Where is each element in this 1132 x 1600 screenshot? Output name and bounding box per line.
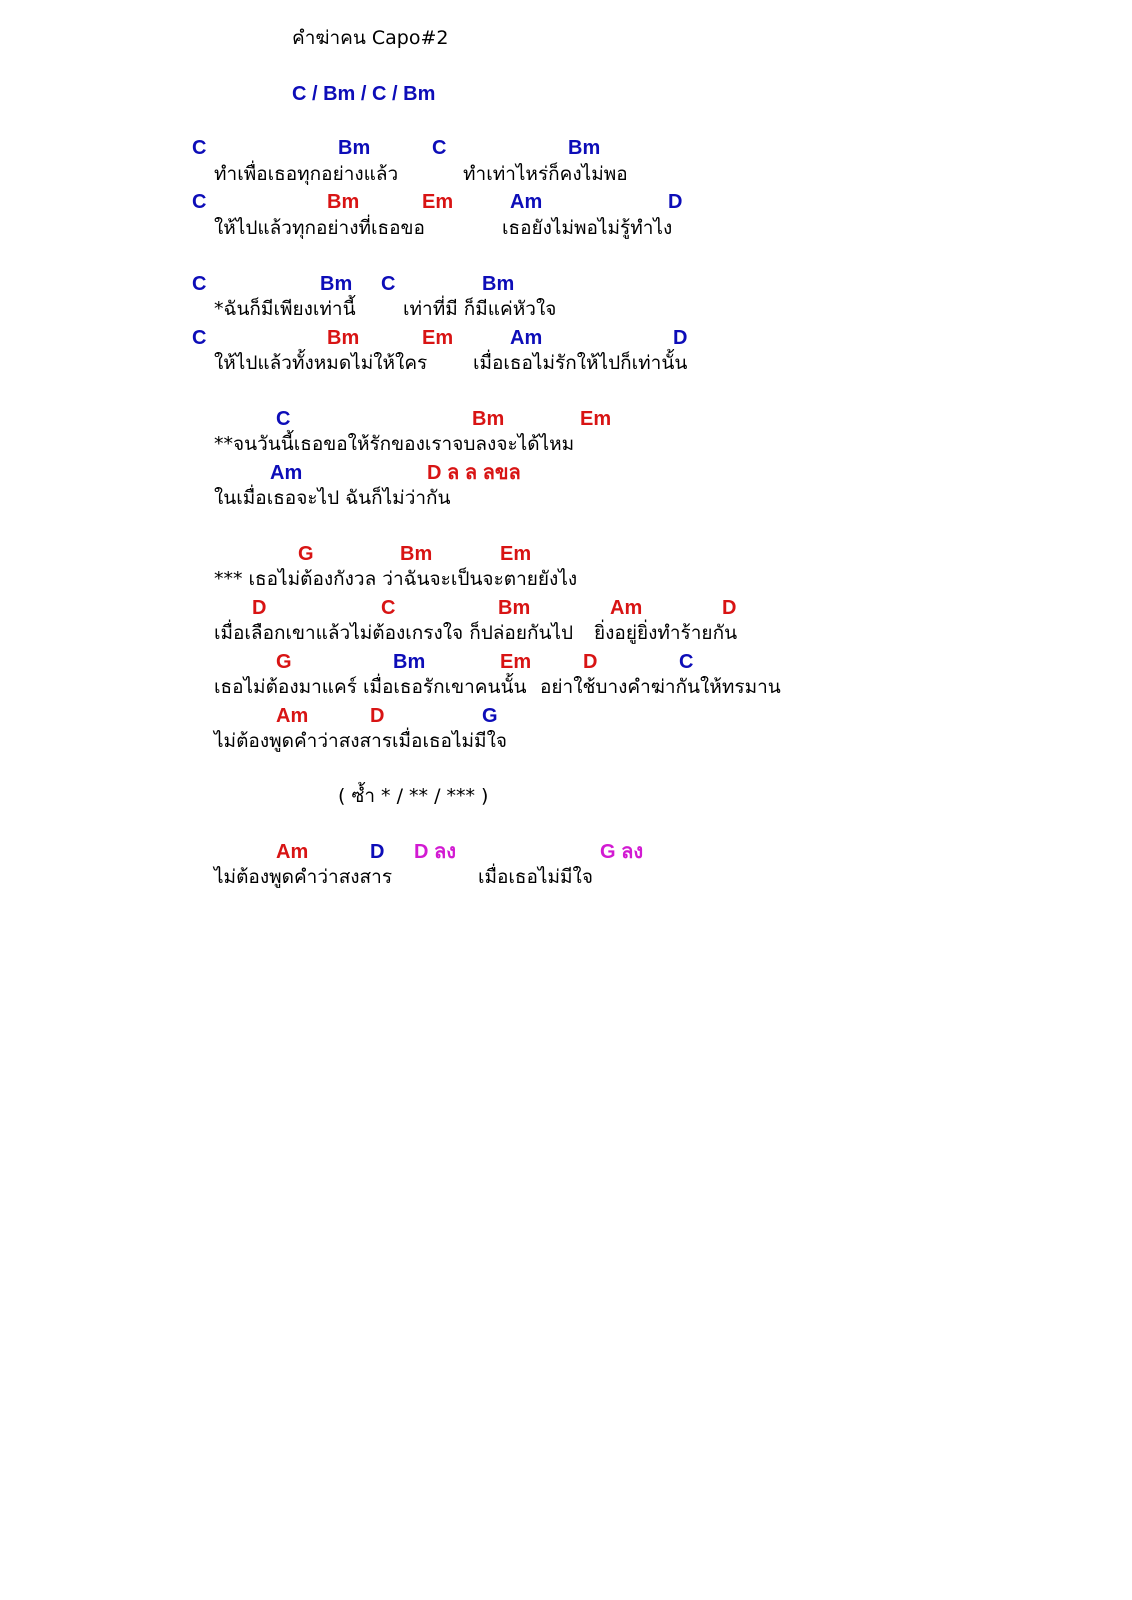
chord: Bm (393, 651, 426, 673)
lyric-line: ไม่ต้องพูดคำว่าสงสารเมื่อเธอไม่มีใจ (214, 730, 507, 752)
chord: C (276, 408, 291, 430)
chord: G ลง (600, 841, 644, 863)
lyric-line: เธอยังไม่พอไม่รู้ทำไง (502, 217, 673, 239)
chord: Am (276, 705, 309, 727)
chord: G (298, 543, 314, 565)
lyric-line: ในเมื่อเธอจะไป ฉันก็ไม่ว่ากัน (214, 487, 451, 509)
chord: Bm (327, 327, 360, 349)
chord: G (482, 705, 498, 727)
chord: D ลง (414, 841, 457, 863)
chord: C (192, 273, 207, 295)
chord: C (432, 137, 447, 159)
chord: Am (610, 597, 643, 619)
chord: C (192, 137, 207, 159)
chord: C (381, 597, 396, 619)
lyric-line: *ฉันก็มีเพียงเท่านี้ (214, 298, 356, 320)
chord: D (370, 705, 385, 727)
lyric-line: ทำเท่าไหร่ก็คงไม่พอ (463, 163, 628, 185)
chord: Bm (498, 597, 531, 619)
chord: D (722, 597, 737, 619)
lyric-line: ยิ่งอยู่ยิ่งทำร้ายกัน (594, 622, 738, 644)
chord: Bm (568, 137, 601, 159)
lyric-line: เมื่อเธอไม่มีใจ (478, 866, 593, 888)
intro-chords: C / Bm / C / Bm (292, 83, 436, 105)
lyric-line: เมื่อเลือกเขาแล้วไม่ต้องเกรงใจ ก็ปล่อยกันไป (214, 622, 574, 644)
chord: C (192, 327, 207, 349)
repeat-marker: ( ซ้ำ * / ** / *** ) (338, 785, 489, 807)
lyric-line: **จนวันนี้เธอขอให้รักของเราจบลงจะได้ไหม (214, 433, 575, 455)
chord: Em (422, 191, 454, 213)
lyric-line: ให้ไปแล้วทุกอย่างที่เธอขอ (214, 217, 425, 239)
chord: Em (580, 408, 612, 430)
chord: D (668, 191, 683, 213)
lyric-line: เมื่อเธอไม่รักให้ไปก็เท่านั้น (473, 352, 688, 374)
lyric-line: ไม่ต้องพูดคำว่าสงสาร (214, 866, 393, 888)
chord: C (381, 273, 396, 295)
lyric-line: เท่าที่มี ก็มีแค่หัวใจ (403, 298, 557, 320)
lyric-line: ให้ไปแล้วทั้งหมดไม่ให้ใคร (214, 352, 428, 374)
chord: Am (270, 462, 303, 484)
chord: Bm (482, 273, 515, 295)
chord: Em (422, 327, 454, 349)
chord: Am (276, 841, 309, 863)
lyric-line: *** เธอไม่ต้องกังวล ว่าฉันจะเป็นจะตายยังไง (214, 568, 578, 590)
chord: Em (500, 651, 532, 673)
chord: D (252, 597, 267, 619)
chord: G (276, 651, 292, 673)
chord: Bm (327, 191, 360, 213)
chord: Bm (400, 543, 433, 565)
chord: Bm (320, 273, 353, 295)
chord: D (583, 651, 598, 673)
chord: C (192, 191, 207, 213)
chord: D (370, 841, 385, 863)
chord: Bm (338, 137, 371, 159)
lyric-line: ทำเพื่อเธอทุกอย่างแล้ว (214, 163, 399, 185)
lyric-line: อย่าใช้บางคำฆ่ากันให้ทรมาน (540, 676, 781, 698)
lyric-line: เธอไม่ต้องมาแคร์ เมื่อเธอรักเขาคนนั้น (214, 676, 527, 698)
chord: Am (510, 327, 543, 349)
chord: Bm (472, 408, 505, 430)
chord: D ล ล ลขล (427, 462, 521, 484)
chord: D (673, 327, 688, 349)
chord: Em (500, 543, 532, 565)
chord: C (679, 651, 694, 673)
chord: Am (510, 191, 543, 213)
song-title: คำฆ่าคน Capo#2 (292, 27, 449, 49)
